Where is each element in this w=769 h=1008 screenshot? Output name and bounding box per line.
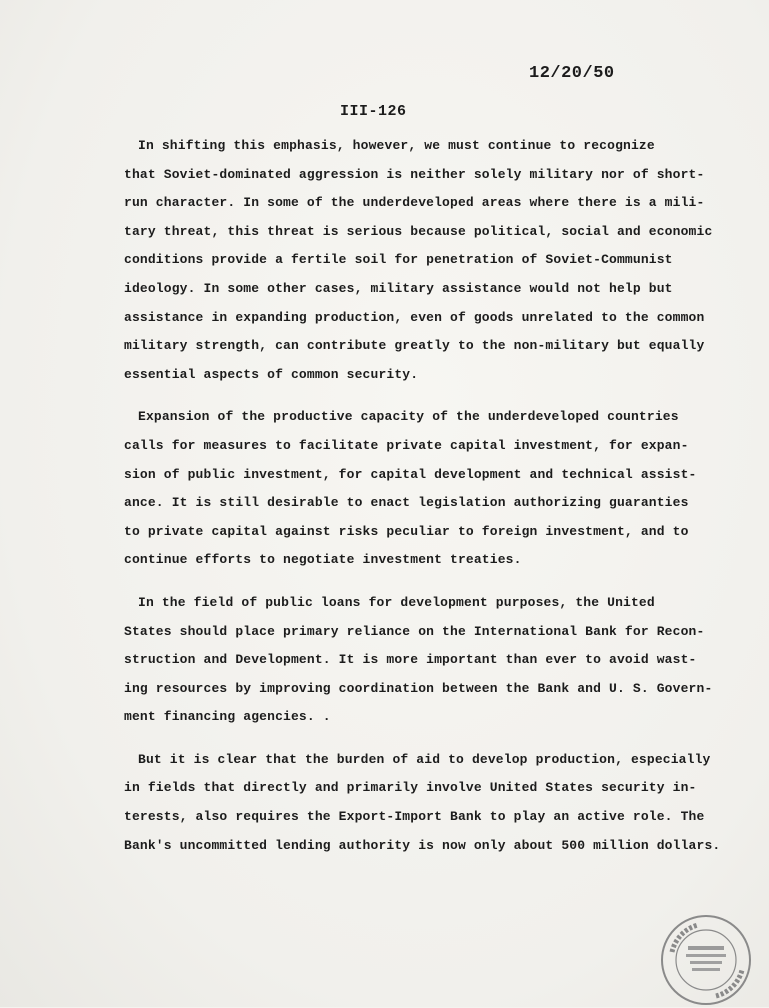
text-line: States should place primary reliance on the International Bank for Recon- (124, 623, 705, 639)
paragraph-3 (124, 589, 724, 732)
document-body (124, 132, 724, 874)
text-line: terests, also requires the Export-Import Bank to play an active role. The (124, 809, 705, 825)
archive-seal-icon (658, 912, 754, 1008)
text-line: military strength, can contribute greatly to the non-military but equally (124, 338, 705, 354)
text-line: continue efforts to negotiate investment treaties. (124, 552, 522, 568)
text-line: But it is clear that the burden of aid to develop production, especially (138, 751, 711, 767)
paragraph-2 (124, 403, 724, 575)
page-number: III-126 (340, 103, 407, 120)
text-line: ance. It is still desirable to enact legislation authorizing guaranties (124, 495, 689, 511)
text-line: that Soviet-dominated aggression is neither solely military nor of short- (124, 166, 705, 182)
text-line: run character. In some of the underdeveloped areas where there is a mili- (124, 195, 705, 211)
text-line: ideology. In some other cases, military assistance would not help but (124, 280, 673, 296)
text-line: to private capital against risks peculiar to foreign investment, and to (124, 523, 689, 539)
text-line: Bank's uncommitted lending authority is now only about 500 million dollars. (124, 837, 721, 853)
text-line: In the field of public loans for development purposes, the United (138, 594, 655, 610)
text-line: conditions provide a fertile soil for penetration of Soviet-Communist (124, 252, 673, 268)
text-line: Expansion of the productive capacity of the underdeveloped countries (138, 409, 679, 425)
text-line: tary threat, this threat is serious because political, social and economic (124, 223, 713, 239)
paragraph-1 (124, 132, 724, 389)
text-line: In shifting this emphasis, however, we must continue to recognize (138, 138, 655, 153)
text-line: ment financing agencies. . (124, 709, 331, 725)
text-line: sion of public investment, for capital development and technical assist- (124, 466, 697, 482)
text-line: in fields that directly and primarily involve United States security in- (124, 780, 697, 796)
text-line: ing resources by improving coordination between the Bank and U. S. Govern- (124, 680, 713, 696)
text-line: struction and Development. It is more important than ever to avoid wast- (124, 652, 697, 668)
paragraph-4 (124, 746, 724, 860)
text-line: essential aspects of common security. (124, 366, 419, 382)
text-line: calls for measures to facilitate private capital investment, for expan- (124, 437, 689, 453)
document-date: 12/20/50 (529, 64, 615, 83)
text-line: assistance in expanding production, even of goods unrelated to the common (124, 309, 705, 325)
